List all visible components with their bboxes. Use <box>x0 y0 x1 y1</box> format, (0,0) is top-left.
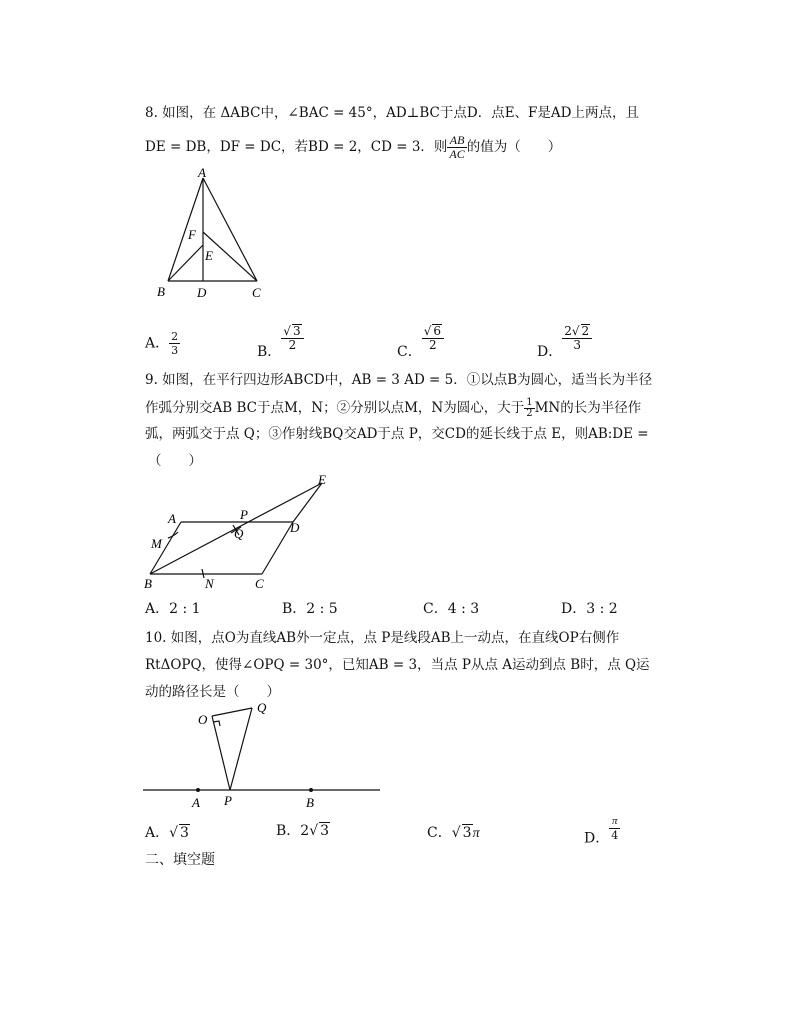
q10-label-a: A <box>192 795 200 810</box>
q10-option-a: A．√ 3 <box>145 825 189 841</box>
q9-label-m: M <box>151 536 162 551</box>
q8-option-d: D． $\frac{2√ 2}{3}$ <box>537 324 592 361</box>
q8-ratio-fraction: $\frac{AB}{AC}$ <box>449 133 465 161</box>
q10-line3: 动的路径长是（ ） <box>145 684 280 700</box>
q10-label-q: Q <box>257 700 267 715</box>
q8-option-a: A． $\frac{2}{3}$ <box>145 330 179 357</box>
q9-label-p: P <box>240 507 248 522</box>
q9-label-b: B <box>144 576 152 591</box>
q10-option-b: B．2√ 3 <box>276 823 330 839</box>
q10-line1: 10. 如图，点O为直线AB外一定点，点 P是线段AB上一动点，在直线OP右侧作 <box>145 630 620 646</box>
q8-line2-pre: DE = DB，DF = DC，若BD = 2，CD = 3．则 <box>145 139 448 155</box>
section-title-fill-in: 二、填空题 <box>145 852 215 868</box>
q10-label-p: P <box>224 793 232 808</box>
q9-label-d: D <box>290 520 300 535</box>
q8-label-f: F <box>188 227 196 242</box>
q10-point-b <box>309 788 313 792</box>
q10-option-c: C．√ 3π <box>427 825 480 841</box>
q8-label-c: C <box>252 285 261 300</box>
q9-option-d: D．3 : 2 <box>561 601 618 617</box>
q9-label-e: E <box>318 472 326 487</box>
q10-point-a <box>196 788 200 792</box>
q8-line1: 8. 如图，在 ΔABC中，∠BAC = 45°，AD⊥BC于点D．点E、F是AD上两点，且 <box>145 105 639 121</box>
q9-option-a: A．2 : 1 <box>145 601 201 617</box>
q9-line3: 弧，两弧交于点 Q；③作射线BQ交AD于点 P，交CD的延长线于点 E，则AB:DE = <box>145 426 649 442</box>
q9-label-n: N <box>205 576 214 591</box>
q8-label-a: A <box>198 165 206 180</box>
q9-line1: 9. 如图，在平行四边形ABCD中，AB = 3 AD = 5．①以点B为圆心，适当长为半径 <box>145 372 653 388</box>
q8-line2-post: 的值为（ ） <box>466 139 562 155</box>
q9-option-b: B．2 : 5 <box>282 601 338 617</box>
q8-label-e: E <box>205 248 213 263</box>
q9-label-a: A <box>168 511 176 526</box>
q10-figure <box>140 698 390 813</box>
q8-line2 <box>145 134 561 161</box>
q9-label-c: C <box>255 576 264 591</box>
q8-option-b: B． $\frac{√ 3}{2}$ <box>257 324 304 361</box>
q9-parallelogram-figure <box>140 470 350 595</box>
q10-label-o: O <box>198 712 208 727</box>
q8-triangle-figure <box>150 164 280 304</box>
q9-option-c: C．4 : 3 <box>423 601 480 617</box>
q9-line2: 作弧分别交AB BC于点M，N；②分别以点M，N为圆心，大于 $\frac{1}{2}$ MN的长为半径作 <box>145 397 642 419</box>
q8-option-c: C． $\frac{√ 6}{2}$ <box>397 324 444 361</box>
q9-label-q: Q <box>234 526 244 541</box>
q8-label-b: B <box>157 284 165 299</box>
q10-option-d: D． $\frac{\pi}{4}$ <box>584 815 619 847</box>
q10-line2: RtΔOPQ，使得∠OPQ = 30°，已知AB = 3，当点 P从点 A运动到点 B时，点 Q运 <box>145 657 650 673</box>
q10-label-b: B <box>306 795 314 810</box>
q9-line4: （ ） <box>148 453 202 469</box>
q8-label-d: D <box>197 285 207 300</box>
